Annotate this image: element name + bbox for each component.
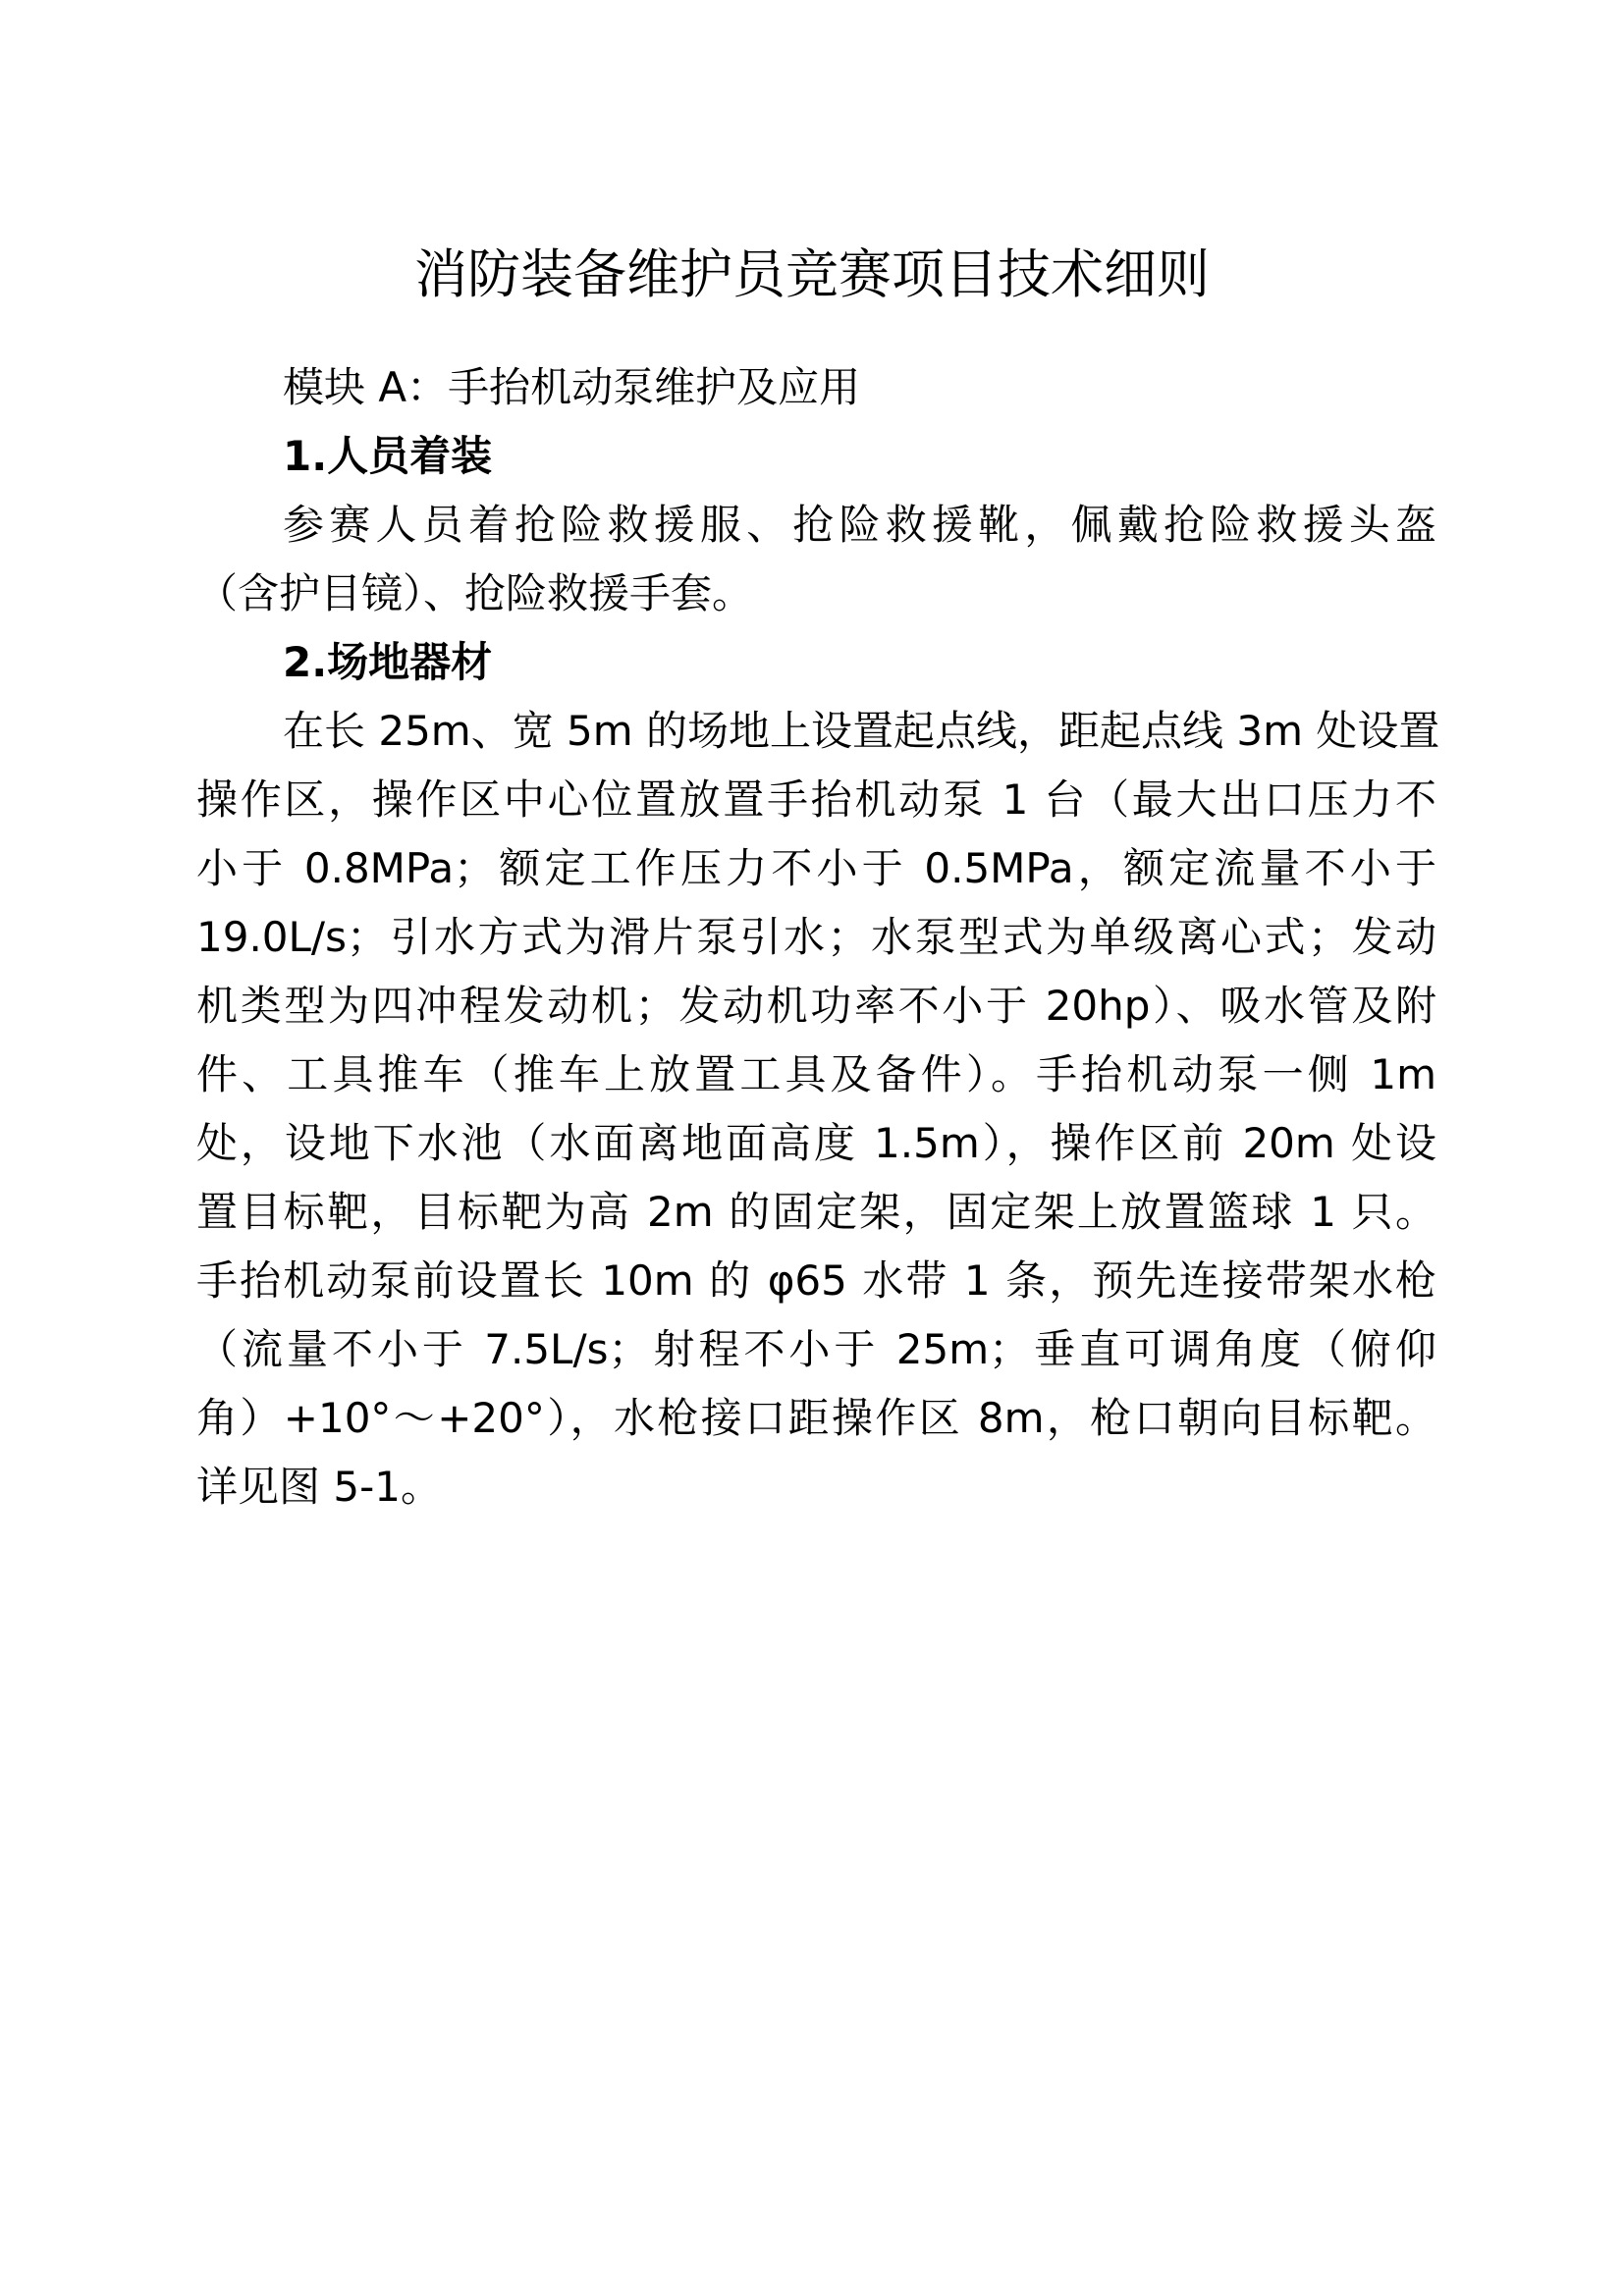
paragraph-line: 操作区，操作区中心位置放置手抬机动泵 1 台（最大出口压力不 xyxy=(196,775,1436,824)
paragraph-line: 处，设地下水池（水面离地面高度 1.5m），操作区前 20m 处设 xyxy=(196,1119,1436,1167)
paragraph-line: 参赛人员着抢险救援服、抢险救援靴，佩戴抢险救援头盔 xyxy=(283,501,1436,549)
paragraph-line: （含护目镜）、抢险救援手套。 xyxy=(196,569,754,617)
paragraph-line: 手抬机动泵前设置长 10m 的 φ65 水带 1 条，预先连接带架水枪 xyxy=(196,1256,1436,1305)
paragraph-line: 置目标靶，目标靶为高 2m 的固定架，固定架上放置篮球 1 只。 xyxy=(196,1188,1436,1236)
paragraph-line: 19.0L/s；引水方式为滑片泵引水；水泵型式为单级离心式；发动 xyxy=(196,913,1436,961)
paragraph-line: 件、工具推车（推车上放置工具及备件）。手抬机动泵一侧 1m xyxy=(196,1050,1436,1098)
paragraph-line: （流量不小于 7.5L/s；射程不小于 25m；垂直可调角度（俯仰 xyxy=(196,1325,1436,1373)
document-body xyxy=(196,353,1440,1522)
paragraph-line: 角）+10°～+20°），水枪接口距操作区 8m，枪口朝向目标靶。 xyxy=(196,1394,1436,1442)
section-heading-attire: 1.人员着装 xyxy=(283,432,493,480)
paragraph-line: 在长 25m、宽 5m 的场地上设置起点线，距起点线 3m 处设置 xyxy=(283,707,1440,755)
section-heading-venue: 2.场地器材 xyxy=(283,638,493,686)
document-title: 消防装备维护员竞赛项目技术细则 xyxy=(414,243,1210,305)
paragraph-line: 机类型为四冲程发动机；发动机功率不小于 20hp）、吸水管及附 xyxy=(196,982,1436,1030)
paragraph-line: 详见图 5-1。 xyxy=(196,1463,442,1511)
module-heading: 模块 A：手抬机动泵维护及应用 xyxy=(283,363,861,411)
paragraph-line: 小于 0.8MPa；额定工作压力不小于 0.5MPa，额定流量不小于 xyxy=(196,844,1436,892)
